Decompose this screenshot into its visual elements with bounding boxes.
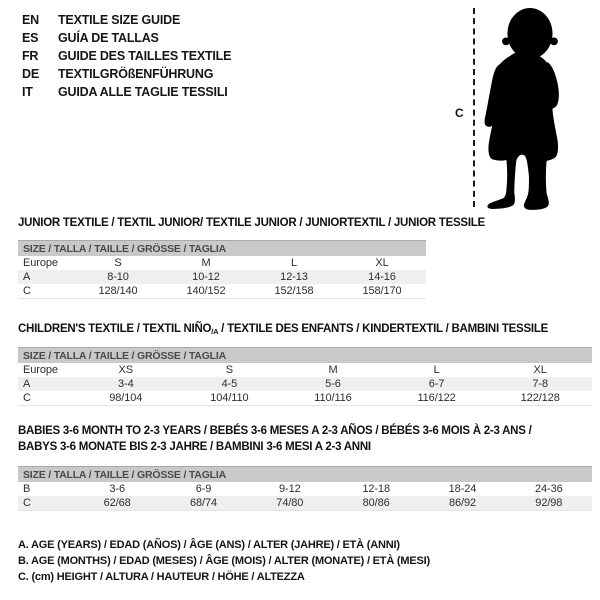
babies-table-title xyxy=(18,423,532,455)
size-cell: 68/74 xyxy=(160,496,246,511)
row-label: Europe xyxy=(23,364,58,376)
table-row xyxy=(18,270,426,284)
language-label: GUIDA ALLE TAGLIE TESSILI xyxy=(58,85,228,99)
language-row xyxy=(22,83,231,101)
size-cell: 10-12 xyxy=(162,270,250,284)
size-cell: 6-9 xyxy=(195,483,212,495)
language-label: TEXTILGRÖßENFÜHRUNG xyxy=(58,67,214,81)
size-cell: 18-24 xyxy=(448,483,477,495)
table-row xyxy=(18,496,592,511)
size-cell: L xyxy=(433,364,440,376)
size-cell: 3-6 xyxy=(109,483,125,495)
table-row xyxy=(18,363,592,377)
size-cell: 14-16 xyxy=(338,270,426,284)
table-row xyxy=(18,482,592,496)
language-row xyxy=(22,29,231,47)
children-size-table xyxy=(18,347,592,406)
table-row xyxy=(18,241,426,257)
size-cell: 62/68 xyxy=(74,496,160,511)
size-cell: 92/98 xyxy=(506,496,592,511)
junior-table-title: JUNIOR TEXTILE / TEXTIL JUNIOR/ TEXTILE JUNIOR / JUNIORTEXTIL / JUNIOR TESSILE xyxy=(18,217,485,229)
children-table-title xyxy=(18,323,548,336)
legend-line-a: A. AGE (YEARS) / EDAD (AÑOS) / ÂGE (ANS) / ALTER (JAHRE) / ETÀ (ANNI) xyxy=(18,539,400,551)
language-list xyxy=(22,11,231,101)
language-code: DE xyxy=(22,67,39,81)
height-measure-dashed-line xyxy=(473,8,475,207)
size-cell: 86/92 xyxy=(419,496,505,511)
size-cell: 116/122 xyxy=(417,392,456,404)
size-cell: 128/140 xyxy=(98,285,138,297)
size-cell: S xyxy=(225,364,234,376)
size-cell: 9-12 xyxy=(279,483,301,495)
language-code: FR xyxy=(22,49,39,63)
size-cell: 98/104 xyxy=(109,392,143,404)
children-title-subscript: /A xyxy=(211,327,219,336)
row-label: A xyxy=(18,377,74,391)
legend-line-c: C. (cm) HEIGHT / ALTURA / HAUTEUR / HÖHE / ALTEZZA xyxy=(18,571,305,583)
table-row xyxy=(18,256,426,270)
table-row xyxy=(18,467,592,483)
size-cell: 80/86 xyxy=(333,496,419,511)
size-cell: 152/158 xyxy=(274,285,314,297)
size-cell: 8-10 xyxy=(74,270,162,284)
size-cell: 12-13 xyxy=(250,270,338,284)
size-cell: 110/116 xyxy=(314,392,352,404)
size-cell: 74/80 xyxy=(247,496,333,511)
toddler-silhouette xyxy=(479,4,577,212)
size-cell: M xyxy=(328,364,338,376)
table-row xyxy=(18,348,592,364)
size-cell: 7-8 xyxy=(488,377,592,391)
row-label: C xyxy=(23,392,31,404)
babies-title-line1: BABIES 3-6 MONTH TO 2-3 YEARS / BEBÉS 3-6 MESES A 2-3 AÑOS / BÉBÉS 3-6 MOIS À 2-3 ANS / xyxy=(18,425,532,437)
size-cell: XL xyxy=(375,257,389,269)
table-row xyxy=(18,377,592,391)
size-cell: 122/128 xyxy=(520,392,560,404)
size-cell: 6-7 xyxy=(385,377,489,391)
size-cell: XL xyxy=(533,364,547,376)
size-cell: M xyxy=(201,257,211,269)
language-code: IT xyxy=(22,85,33,99)
size-header-cell: SIZE / TALLA / TAILLE / GRÖSSE / TAGLIA xyxy=(18,241,426,257)
size-cell: S xyxy=(114,257,122,269)
language-row xyxy=(22,65,231,83)
row-label: C xyxy=(23,285,31,297)
size-cell: XS xyxy=(118,364,134,376)
legend-line-b: B. AGE (MONTHS) / EDAD (MESES) / ÂGE (MOIS) / ALTER (MONATE) / ETÀ (MESI) xyxy=(18,555,430,567)
size-header-cell: SIZE / TALLA / TAILLE / GRÖSSE / TAGLIA xyxy=(18,348,592,364)
language-code: ES xyxy=(22,31,39,45)
size-cell: 24-36 xyxy=(535,483,563,495)
size-cell: 158/170 xyxy=(362,285,402,297)
size-header-cell: SIZE / TALLA / TAILLE / GRÖSSE / TAGLIA xyxy=(18,467,592,483)
size-cell: 104/110 xyxy=(210,392,249,404)
height-measure-label: C xyxy=(455,106,464,120)
size-cell: 5-6 xyxy=(281,377,385,391)
size-cell: 4-5 xyxy=(178,377,282,391)
children-title-suffix: / TEXTILE DES ENFANTS / KINDERTEXTIL / BAMBINI TESSILE xyxy=(218,323,549,335)
table-row xyxy=(18,284,426,299)
size-cell: 3-4 xyxy=(74,377,178,391)
children-title-prefix: CHILDREN'S TEXTILE / TEXTIL NIÑO xyxy=(18,323,212,335)
language-code: EN xyxy=(22,13,39,27)
language-row xyxy=(22,11,231,29)
table-row xyxy=(18,391,592,406)
size-cell: 140/152 xyxy=(186,285,226,297)
language-label: GUIDE DES TAILLES TEXTILE xyxy=(58,49,232,63)
language-label: TEXTILE SIZE GUIDE xyxy=(58,13,181,27)
babies-size-table xyxy=(18,466,592,511)
junior-size-table xyxy=(18,240,426,299)
row-label: Europe xyxy=(23,257,58,269)
babies-title-line2: BABYS 3-6 MONATE BIS 2-3 JAHRE / BAMBINI 3-6 MESI A 2-3 ANNI xyxy=(18,441,371,453)
language-label: GUÍA DE TALLAS xyxy=(58,31,159,45)
legend xyxy=(18,537,430,585)
row-label: A xyxy=(18,270,74,284)
size-cell: L xyxy=(290,257,298,269)
row-label: B xyxy=(23,483,31,495)
size-cell: 12-18 xyxy=(362,483,390,495)
language-row xyxy=(22,47,231,65)
row-label: C xyxy=(18,496,74,511)
